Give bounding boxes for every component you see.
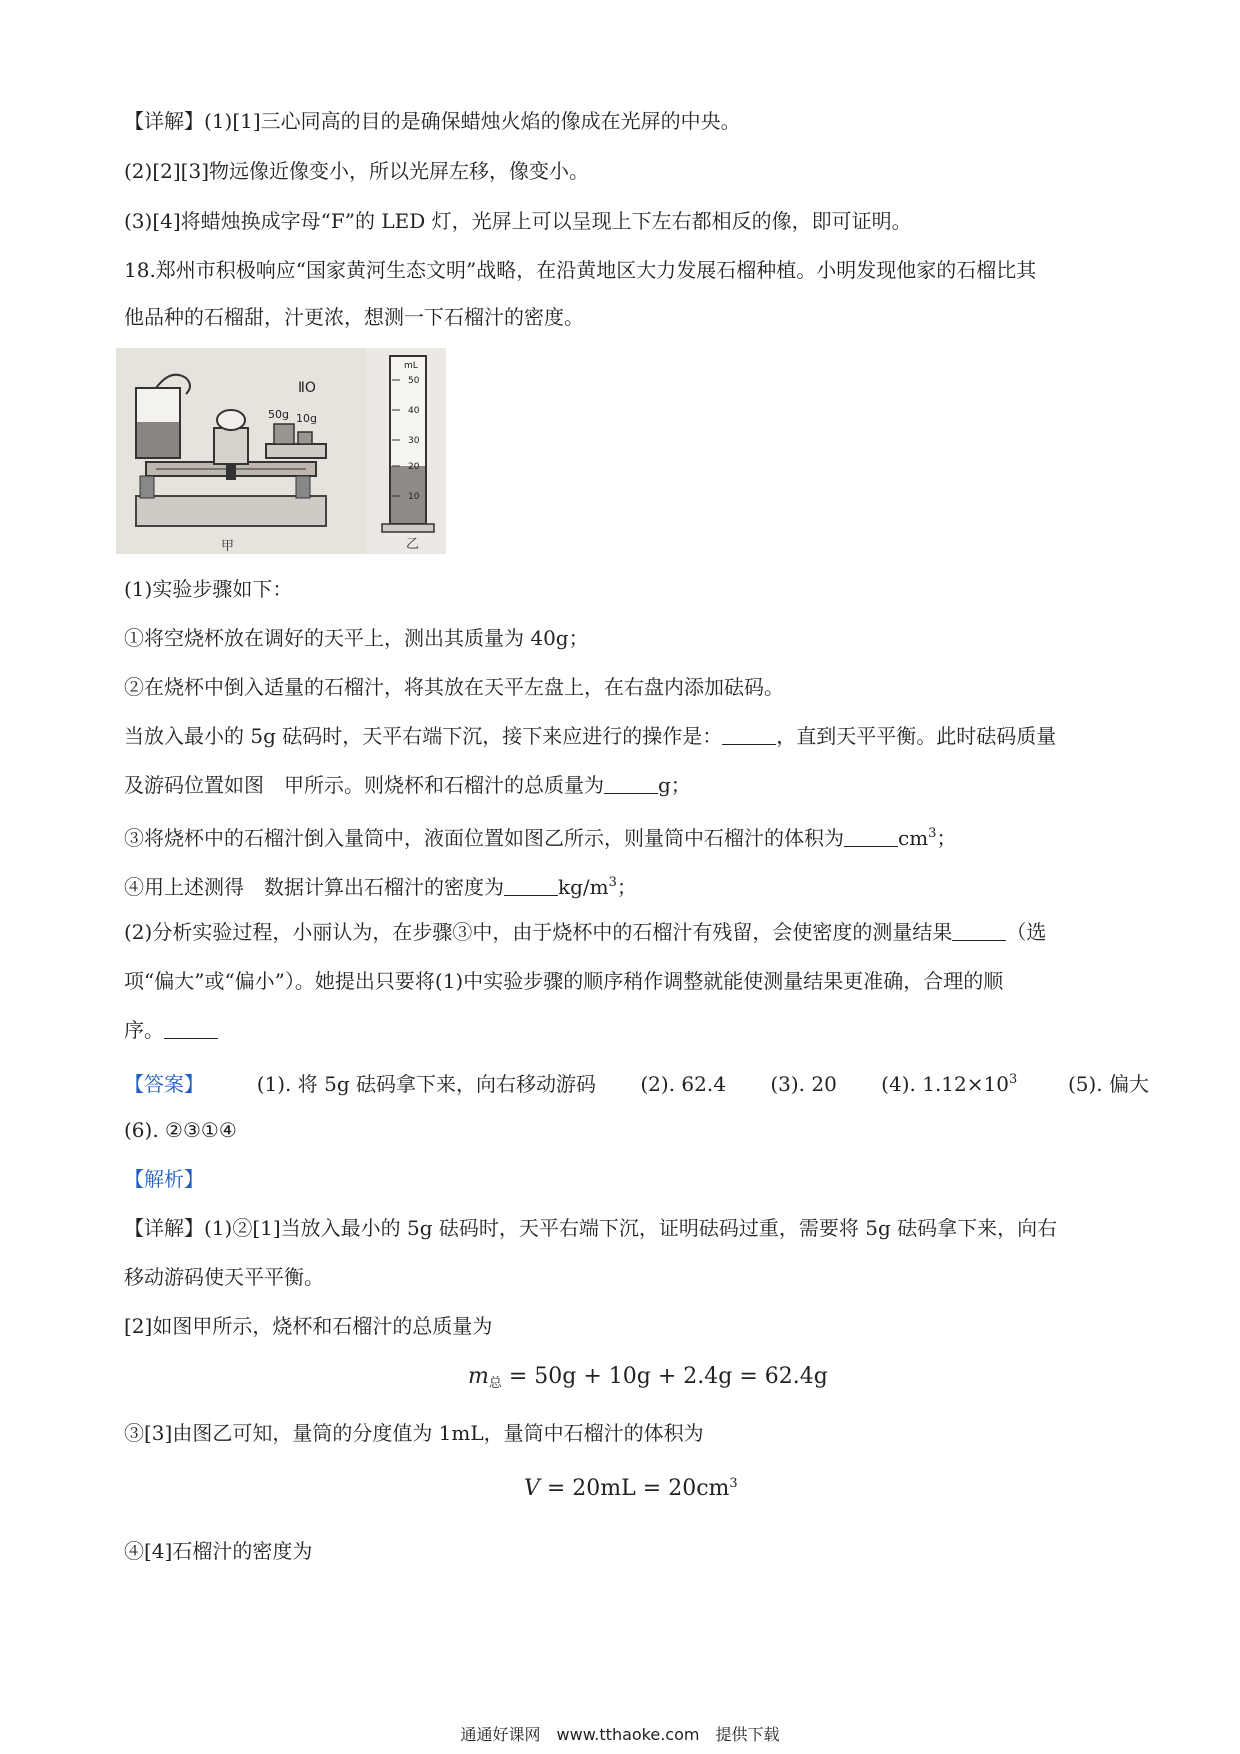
answer-item: (4). $1.12\times 10^3$: [881, 1072, 1018, 1096]
weight-set-label: ⅡO: [298, 380, 316, 396]
answer-blank: [722, 726, 776, 745]
page-footer: 通通好课网 www.tthaoke.com 提供下载: [460, 1725, 780, 1744]
text-line: ③[3]由图乙可知，量筒的分度值为 1mL，量筒中石榴汁的体积为: [124, 1421, 704, 1445]
figure-label-left: 甲: [221, 539, 235, 554]
analysis-tag: 【解析】: [124, 1167, 204, 1191]
cylinder-unit: mL: [404, 361, 418, 371]
text-line: 序。: [124, 1015, 218, 1045]
experiment-figure: [116, 348, 446, 554]
figure-label-right: 乙: [406, 537, 420, 552]
answer-blank: [952, 922, 1006, 941]
weight-label: 10g: [296, 412, 317, 425]
text-line: (3)[4]将蜡烛换成字母“F”的 LED 灯，光屏上可以呈现上下左右都相反的像，即可证明。: [124, 209, 912, 233]
equation-mass: $m_总 = 50g + 10g + 2.4g = 62.4g$: [468, 1364, 828, 1391]
answer-blank: [604, 775, 658, 794]
text-line: [2]如图甲所示，烧杯和石榴汁的总质量为: [124, 1314, 493, 1338]
cylinder-tick-label: 20: [408, 462, 420, 472]
cylinder-tick-label: 50: [408, 376, 420, 386]
answer-tag: 【答案】: [124, 1072, 204, 1096]
answer-item: (1). 将 5g 砝码拿下来，向右移动游码: [256, 1072, 597, 1096]
text-line: 当放入最小的 5g 砝码时，天平右端下沉，接下来应进行的操作是： ，直到天平平衡。此时砝码质量: [124, 724, 1057, 748]
text-line: 他品种的石榴甜，汁更浓，想测一下石榴汁的密度。: [124, 305, 584, 329]
text-line: (2)分析实验过程，小丽认为，在步骤③中，由于烧杯中的石榴汁有残留，会使密度的测量结果 （选: [124, 920, 1047, 944]
text-line: ②在烧杯中倒入适量的石榴汁，将其放在天平左盘上，在右盘内添加砝码。: [124, 675, 784, 699]
cylinder-tick-label: 40: [408, 406, 420, 416]
answer-item: (2). 62.4: [640, 1072, 726, 1096]
text-line: ①将空烧杯放在调好的天平上，测出其质量为 40g；: [124, 626, 589, 650]
text-line: 【详解】(1)[1]三心同高的目的是确保蜡烛火焰的像成在光屏的中央。: [124, 109, 741, 133]
answer-line: [124, 1065, 1149, 1099]
text-line: (1)实验步骤如下：: [124, 577, 293, 601]
section-tag: 【详解】: [124, 109, 204, 133]
cylinder-tick-label: 30: [408, 436, 420, 446]
question-title: 18.郑州市积极响应“国家黄河生态文明”战略，在沿黄地区大力发展石榴种植。小明发现他家的石榴比其: [124, 258, 1037, 282]
text-line: 项“偏大”或“偏小”）。她提出只要将(1)中实验步骤的顺序稍作调整就能使测量结果更准确，合理的顺: [124, 969, 1004, 993]
text-line: (2)[2][3]物远像近像变小，所以光屏左移，像变小。: [124, 159, 589, 183]
answer-blank: [844, 828, 898, 847]
text-line: ③将烧杯中的石榴汁倒入量筒中，液面位置如图乙所示，则量筒中石榴汁的体积为 $cm^3$；: [124, 826, 957, 850]
answer-item: (5). 偏大: [1067, 1072, 1150, 1096]
graduated-cylinder: [382, 356, 434, 552]
text-line: 【详解】(1)②[1]当放入最小的 5g 砝码时，天平右端下沉，证明砝码过重，需要将 5g 砝码拿下来，向右: [124, 1216, 1058, 1240]
weight-label: 50g: [268, 408, 289, 421]
answer-blank: [504, 877, 558, 896]
answer-line: (6). ②③①④: [124, 1118, 237, 1142]
text-line: ④用上述测得 数据计算出石榴汁的密度为 $kg/m^3$；: [124, 875, 637, 899]
equation-volume: $V = 20mL = 20cm^3$: [524, 1476, 738, 1501]
text-line: 移动游码使天平平衡。: [124, 1265, 324, 1289]
text-line: ④[4]石榴汁的密度为: [124, 1539, 313, 1563]
text-line: 及游码位置如图 甲所示。则烧杯和石榴汁的总质量为 g；: [124, 773, 691, 797]
cylinder-tick-label: 10: [408, 492, 420, 502]
answer-item: (3). 20: [770, 1072, 837, 1096]
answer-blank: [164, 1020, 218, 1039]
